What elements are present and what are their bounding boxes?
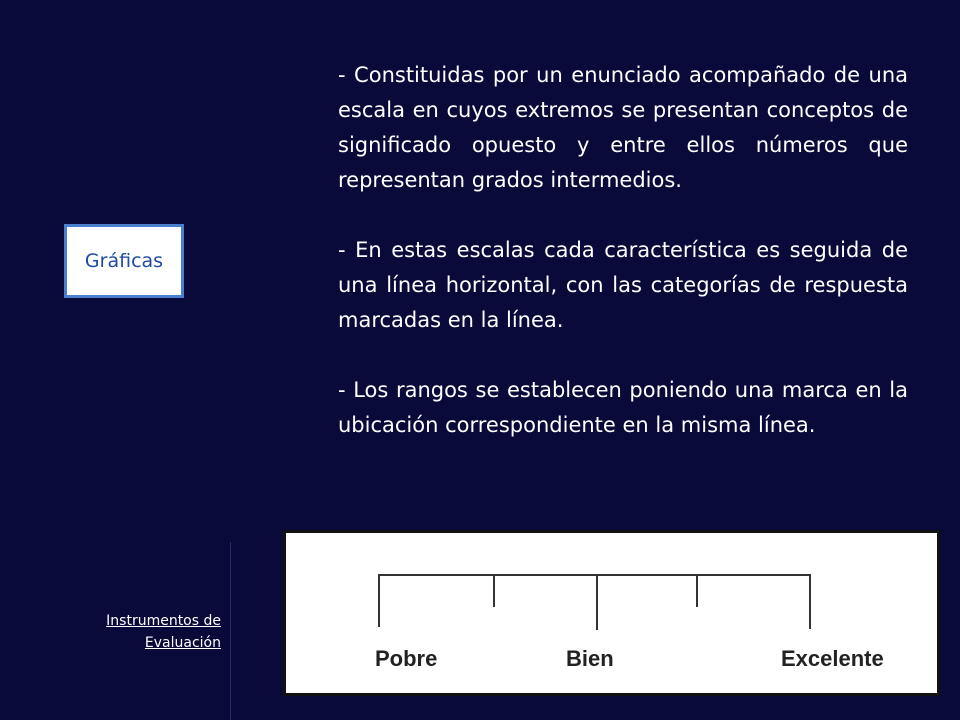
scale-label-excelente: Excelente	[781, 646, 884, 671]
graficas-label: Gráficas	[84, 250, 164, 272]
instrumentos-link-line2[interactable]: Evaluación	[144, 635, 221, 651]
instrumentos-link[interactable]	[60, 610, 221, 654]
paragraph-1: - Constituidas por un enunciado acompañado de una escala en cuyos extremos se presentan conceptos de significado opuesto y entre ellos números que representan grados intermedios.	[338, 63, 908, 192]
scale-label-pobre: Pobre	[375, 646, 438, 671]
scale-label-bien: Bien	[566, 646, 614, 671]
instrumentos-link-line1[interactable]: Instrumentos de	[106, 613, 221, 629]
paragraph-3: - Los rangos se establecen poniendo una marca en la ubicación correspondiente en la misma línea.	[338, 378, 908, 437]
description-text	[338, 58, 908, 443]
scale-image	[283, 530, 940, 696]
paragraph-2: - En estas escalas cada característica es seguida de una línea horizontal, con las categorías de respuesta marcadas en la línea.	[338, 238, 908, 332]
divider-line	[230, 542, 231, 720]
graficas-label-box	[64, 224, 184, 298]
